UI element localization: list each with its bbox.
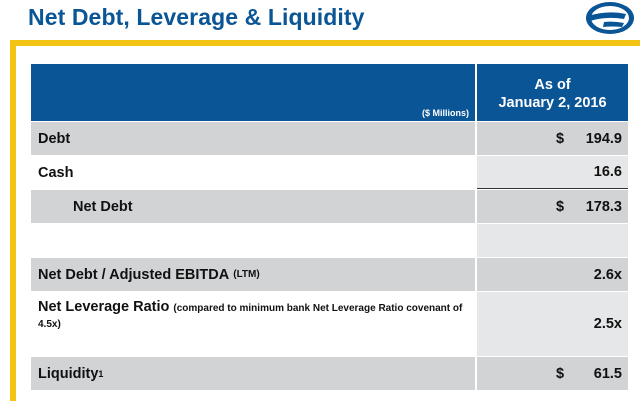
table-row-net-debt: [31, 190, 628, 224]
row-label: Net Debt / Adjusted EBITDA: [38, 266, 230, 283]
row-label: Debt: [38, 130, 71, 147]
row-value: 16.6: [593, 164, 622, 180]
table-row-debt: [31, 122, 628, 156]
row-label: Cash: [38, 164, 74, 181]
table-row-net-leverage: [31, 292, 628, 357]
table-row-cash: [31, 156, 628, 190]
net-debt-table: [31, 64, 628, 391]
row-value: 61.5: [593, 365, 622, 382]
column-header-line2: January 2, 2016: [498, 95, 607, 111]
row-qualifier: (LTM): [233, 269, 260, 280]
gold-accent-top: [10, 40, 640, 46]
page-title: Net Debt, Leverage & Liquidity: [28, 4, 365, 30]
table-row-net-debt-ebitda: [31, 258, 628, 292]
gold-accent-left: [10, 40, 16, 401]
row-note: (compared to minimum bank Net Leverage Ratio covenant of 4.5x): [38, 303, 463, 330]
currency-symbol: $: [556, 365, 565, 382]
row-value: 194.9: [585, 130, 622, 147]
unit-label: ($ Millions): [422, 108, 469, 118]
row-value: 178.3: [585, 198, 622, 215]
row-value: 2.5x: [593, 316, 622, 332]
row-label: Net Debt: [73, 198, 133, 215]
column-header: [477, 64, 628, 121]
table-row-liquidity: Liquidity 1 $ 61.5: [31, 357, 628, 391]
column-header-line1: As of: [534, 77, 571, 93]
currency-symbol: $: [556, 130, 565, 147]
row-label: Liquidity: [38, 365, 99, 382]
currency-symbol: $: [556, 198, 565, 215]
company-logo: [574, 0, 636, 38]
table-header: [31, 64, 628, 122]
row-label: Net Leverage Ratio: [38, 299, 170, 315]
row-value: 2.6x: [593, 266, 622, 283]
table-row-spacer: [31, 224, 628, 258]
